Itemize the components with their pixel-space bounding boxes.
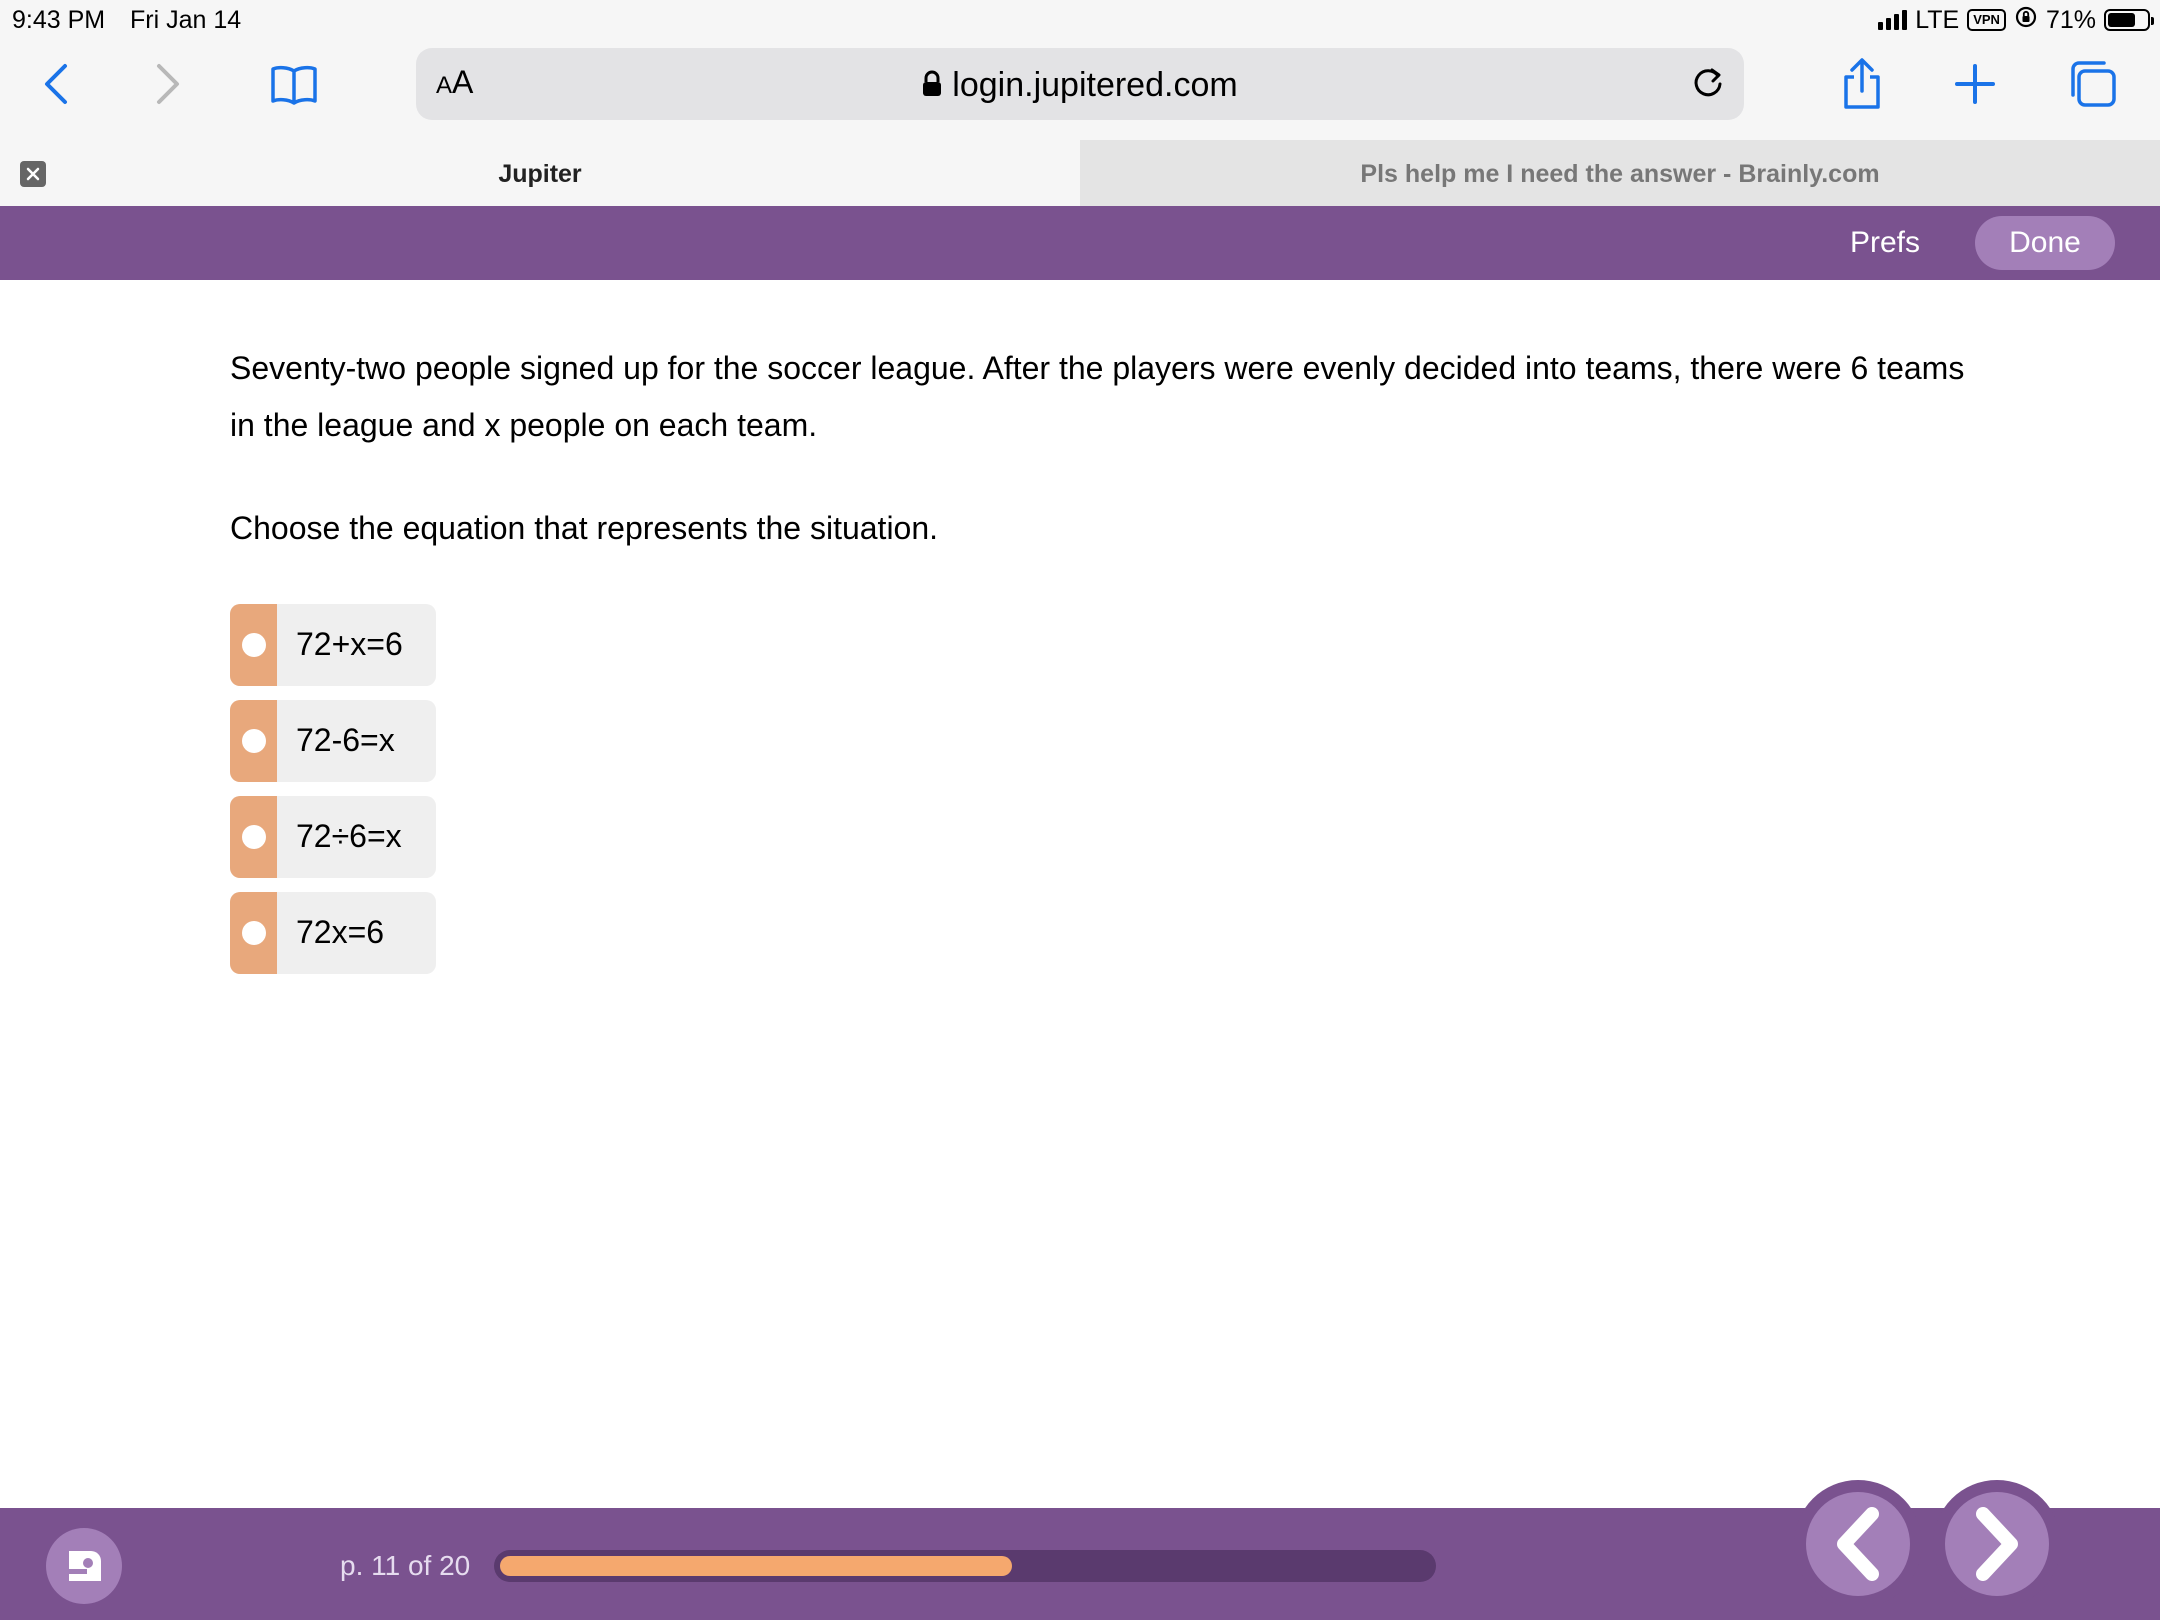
- tab-title: Pls help me I need the answer - Brainly.com: [1360, 160, 1880, 188]
- question-text: Seventy-two people signed up for the soccer league. After the players were evenly decided into teams, there were 6 teams in the league and x people on each team.: [230, 350, 1965, 443]
- choice-label: 72-6=x: [296, 722, 395, 758]
- previous-page-button[interactable]: [1794, 1480, 1922, 1608]
- done-button[interactable]: Done: [1975, 216, 2115, 270]
- address-bar[interactable]: [416, 48, 1744, 120]
- share-icon[interactable]: [1832, 54, 1892, 114]
- answer-choice[interactable]: [230, 700, 436, 782]
- chevron-left-icon: [1828, 1504, 1888, 1584]
- answer-choices: [230, 604, 436, 988]
- question-prompt: Choose the equation that represents the situation.: [230, 510, 939, 546]
- tab-brainly[interactable]: [1080, 140, 2160, 206]
- browser-toolbar: [0, 40, 2160, 140]
- answer-choice[interactable]: [230, 796, 436, 878]
- tab-jupiter[interactable]: [0, 140, 1080, 206]
- radio-button[interactable]: [242, 921, 266, 945]
- radio-button[interactable]: [242, 825, 266, 849]
- back-icon[interactable]: [26, 54, 86, 114]
- vpn-badge: VPN: [1967, 9, 2006, 31]
- choice-label: 72x=6: [296, 914, 385, 950]
- status-indicators: [1878, 6, 2150, 34]
- url-text: login.jupitered.com: [952, 66, 1238, 104]
- tabs-overview-icon[interactable]: [2062, 54, 2122, 114]
- status-time: 9:43 PM: [12, 6, 106, 34]
- lock-icon: [922, 68, 942, 107]
- reader-aa-button[interactable]: AA: [436, 64, 474, 100]
- bookmarks-icon[interactable]: [264, 54, 324, 114]
- app-header: [0, 206, 2160, 280]
- battery-icon: [2104, 9, 2150, 31]
- jupiter-logo-icon[interactable]: [46, 1528, 122, 1604]
- prefs-button[interactable]: Prefs: [1850, 226, 1921, 259]
- new-tab-icon[interactable]: [1945, 54, 2005, 114]
- status-date: Fri Jan 14: [130, 6, 242, 34]
- url-display: [416, 66, 1744, 107]
- orientation-lock-icon: [2014, 5, 2038, 36]
- choice-label: 72÷6=x: [296, 818, 402, 854]
- tab-strip: [0, 140, 2160, 206]
- progress-fill: [500, 1556, 1012, 1576]
- status-bar: [0, 0, 2160, 40]
- answer-choice[interactable]: [230, 604, 436, 686]
- next-page-button[interactable]: [1933, 1480, 2061, 1608]
- battery-percent: 71%: [2045, 5, 2096, 34]
- forward-icon[interactable]: [138, 54, 198, 114]
- progress-bar: [494, 1550, 1436, 1582]
- answer-choice[interactable]: [230, 892, 436, 974]
- choice-label: 72+x=6: [296, 626, 403, 662]
- network-type: LTE: [1915, 5, 1960, 34]
- radio-button[interactable]: [242, 729, 266, 753]
- reload-icon[interactable]: [1688, 62, 1728, 107]
- signal-icon: [1878, 10, 1907, 30]
- chevron-right-icon: [1967, 1504, 2027, 1584]
- radio-button[interactable]: [242, 633, 266, 657]
- tab-title: Jupiter: [498, 160, 582, 188]
- page-counter: p. 11 of 20: [340, 1550, 471, 1581]
